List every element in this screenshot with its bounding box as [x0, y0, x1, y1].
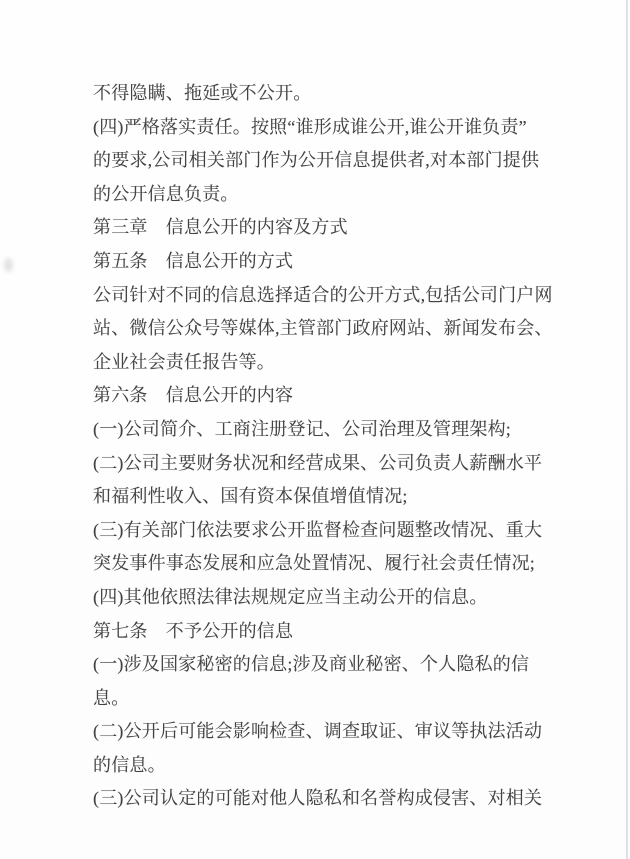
- text-line: (一)涉及国家秘密的信息;涉及商业秘密、个人隐私的信: [93, 654, 530, 675]
- text-line: (三)有关部门依法要求公开监督检查问题整改情况、重大: [93, 519, 543, 540]
- text-line: (二)公开后可能会影响检查、调查取证、审议等执法活动: [93, 721, 543, 742]
- text-line: (二)公司主要财务状况和经营成果、公司负责人薪酬水平: [93, 452, 543, 473]
- text-line: 的信息。: [93, 754, 166, 775]
- text-line: 不得隐瞒、拖延或不公开。: [93, 83, 312, 103]
- text-line: (一)公司简介、工商注册登记、公司治理及管理架构;: [93, 418, 511, 439]
- text-line: 站、微信公众号等媒体,主管部门政府网站、新闻发布会、: [93, 318, 553, 339]
- text-line: 突发事件事态发展和应急处置情况、履行社会责任情况;: [93, 553, 535, 574]
- text-line: 公司针对不同的信息选择适合的公开方式,包括公司门户网: [93, 284, 553, 305]
- text-line: 的公开信息负责。: [93, 183, 239, 204]
- text-line: 企业社会责任报告等。: [93, 351, 275, 372]
- page-edge-line: [626, 0, 628, 859]
- text-line: (四)其他依照法律法规规定应当主动公开的信息。: [93, 586, 488, 607]
- chapter-heading: 第三章 信息公开的内容及方式: [93, 217, 348, 238]
- article-heading: 第五条 信息公开的方式: [93, 250, 294, 271]
- scan-smudge-artifact: [4, 258, 13, 272]
- text-line: (三)公司认定的可能对他人隐私和名誉构成侵害、对相关: [93, 788, 543, 809]
- text-line: 的要求,公司相关部门作为公开信息提供者,对本部门提供: [93, 150, 540, 171]
- text-line: 息。: [93, 687, 130, 708]
- article-heading: 第六条 信息公开的内容: [93, 385, 294, 406]
- text-line: 和福利性收入、国有资本保值增值情况;: [93, 486, 408, 507]
- article-heading: 第七条 不予公开的信息: [93, 620, 294, 641]
- document-text-block: [93, 77, 573, 816]
- text-line: (四)严格落实责任。按照“谁形成谁公开,谁公开谁负责”: [93, 116, 527, 137]
